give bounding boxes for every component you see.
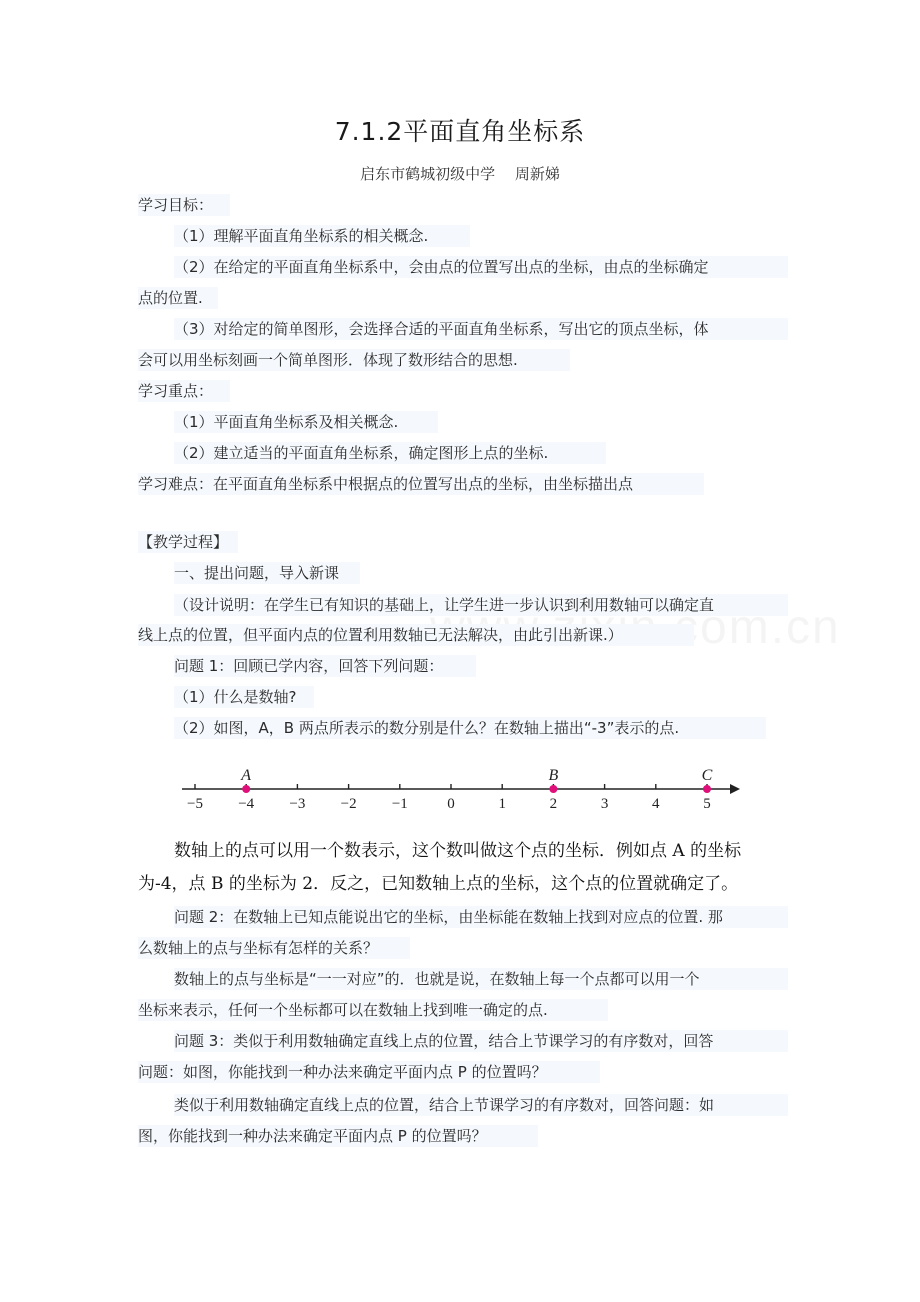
tick-label: 4 bbox=[652, 796, 660, 812]
question-3: 问题 3：类似于利用数轴确定直线上点的位置，结合上节课学习的有序数对，回答 bbox=[174, 1030, 788, 1052]
goal-item: （3）对给定的简单图形，会选择合适的平面直角坐标系，写出它的顶点坐标，体 bbox=[174, 318, 788, 340]
tick-label: −4 bbox=[238, 796, 255, 812]
goal-item: （1）理解平面直角坐标系的相关概念. bbox=[174, 225, 470, 247]
paragraph-coordinate-line: 为-4，点 B 的坐标为 2．反之，已知数轴上点的坐标，这个点的位置就确定了。 bbox=[138, 874, 739, 894]
tick-label: 1 bbox=[498, 796, 506, 812]
question-3-continued: 问题：如图，你能找到一种办法来确定平面内点 P 的位置吗？ bbox=[138, 1061, 600, 1083]
goal-item: （2）在给定的平面直角坐标系中，会由点的位置写出点的坐标，由点的坐标确定 bbox=[174, 256, 788, 278]
paragraph-plane-continued: 图，你能找到一种办法来确定平面内点 P 的位置吗？ bbox=[138, 1125, 538, 1147]
key-point: （2）建立适当的平面直角坐标系，确定图形上点的坐标. bbox=[174, 442, 606, 464]
document-title: 7.1.2平面直角坐标系 bbox=[334, 117, 586, 146]
number-line-figure bbox=[170, 760, 750, 820]
question-2-continued: 么数轴上的点与坐标有怎样的关系？ bbox=[138, 937, 410, 959]
difficulty-line: 学习难点：在平面直角坐标系中根据点的位置写出点的坐标，由坐标描出点 bbox=[138, 473, 704, 495]
tick-label: −1 bbox=[391, 796, 408, 812]
key-heading: 学习重点： bbox=[138, 380, 230, 402]
key-point: （1）平面直角坐标系及相关概念. bbox=[174, 411, 438, 433]
tick-label: −5 bbox=[187, 796, 203, 812]
point-c-marker bbox=[703, 785, 711, 793]
tick-label: 3 bbox=[600, 796, 609, 812]
point-b-marker bbox=[549, 785, 557, 793]
tick-label: 5 bbox=[703, 796, 711, 812]
tick-label: −3 bbox=[289, 796, 306, 812]
author-line: 启东市鹤城初级中学 周新娣 bbox=[360, 165, 560, 183]
design-note: （设计说明：在学生已有知识的基础上，让学生进一步认识到利用数轴可以确定直 bbox=[174, 594, 788, 616]
paragraph-correspondence: 数轴上的点与坐标是“一一对应”的．也就是说，在数轴上每一个点都可以用一个 bbox=[174, 968, 788, 990]
question-2: 问题 2：在数轴上已知点能说出它的坐标，由坐标能在数轴上找到对应点的位置. 那 bbox=[174, 906, 788, 928]
point-b-label: B bbox=[548, 767, 559, 784]
question-1-part-2: （2）如图，A，B 两点所表示的数分别是什么？在数轴上描出“-3”表示的点. bbox=[174, 717, 766, 739]
section-heading: 一、提出问题，导入新课 bbox=[174, 562, 360, 584]
goals-heading: 学习目标： bbox=[138, 194, 230, 216]
axis-arrow bbox=[730, 784, 740, 794]
tick-label: 0 bbox=[447, 796, 455, 812]
tick-label: −2 bbox=[340, 796, 357, 812]
goal-item-continued: 会可以用坐标刻画一个简单图形．体现了数形结合的思想. bbox=[138, 349, 570, 371]
design-note-continued: 线上点的位置，但平面内点的位置利用数轴已无法解决，由此引出新课.） bbox=[138, 624, 694, 646]
paragraph-coordinate-line: 数轴上的点可以用一个数表示，这个数叫做这个点的坐标．例如点 A 的坐标 bbox=[174, 841, 742, 861]
goal-item-continued: 点的位置. bbox=[138, 287, 218, 309]
process-heading: 【教学过程】 bbox=[138, 531, 238, 553]
question-1: 问题 1：回顾已学内容，回答下列问题： bbox=[174, 655, 476, 677]
point-a-label: A bbox=[241, 767, 252, 784]
point-c-label: C bbox=[701, 767, 713, 784]
tick-label: 2 bbox=[549, 796, 558, 812]
point-a-marker bbox=[242, 785, 250, 793]
paragraph-correspondence-continued: 坐标来表示，任何一个坐标都可以在数轴上找到唯一确定的点. bbox=[138, 999, 608, 1021]
paragraph-plane: 类似于利用数轴确定直线上点的位置，结合上节课学习的有序数对，回答问题：如 bbox=[174, 1094, 788, 1116]
question-1-part-1: （1）什么是数轴? bbox=[174, 686, 314, 708]
